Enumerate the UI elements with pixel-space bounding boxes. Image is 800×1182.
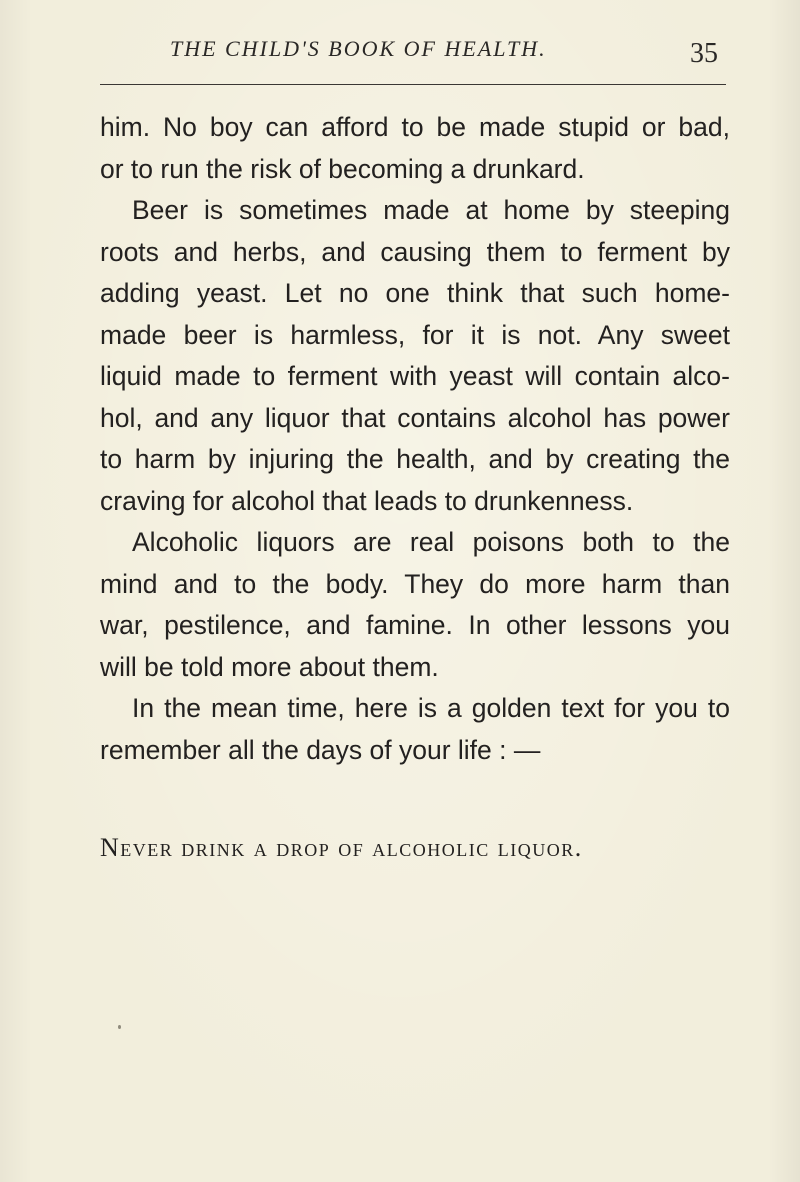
running-head xyxy=(0,36,800,76)
page-number: 35 xyxy=(690,38,718,69)
text-line: made beer is harmless, for it is not. Any sweet xyxy=(100,319,730,350)
body-text xyxy=(100,107,730,771)
running-title: THE CHILD'S BOOK OF HEALTH. xyxy=(170,36,547,61)
golden-text: Never drink a drop of alcoholic liquor. xyxy=(100,833,583,862)
text-line: Beer is sometimes made at home by steeping xyxy=(132,195,730,225)
header-rule xyxy=(100,84,726,85)
text-line: roots and herbs, and causing them to ferment by xyxy=(100,236,730,267)
paper-speck xyxy=(118,1025,121,1029)
text-line: will be told more about them. xyxy=(100,651,439,682)
text-line: liquid made to ferment with yeast will contain alco- xyxy=(100,361,730,391)
text-line: or to run the risk of becoming a drunkard. xyxy=(100,153,585,184)
text-line: In the mean time, here is a golden text for you to xyxy=(132,693,730,723)
text-line: war, pestilence, and famine. In other lessons you xyxy=(100,610,730,640)
text-line: Alcoholic liquors are real poisons both to the xyxy=(132,527,730,557)
text-line: craving for alcohol that leads to drunkenness. xyxy=(100,485,634,516)
text-line: adding yeast. Let no one think that such home- xyxy=(100,278,730,308)
text-line: mind and to the body. They do more harm than xyxy=(100,568,730,599)
text-line: him. No boy can afford to be made stupid or bad, xyxy=(100,112,730,142)
text-line: to harm by injuring the health, and by creating the xyxy=(100,444,730,474)
text-line: remember all the days of your life : — xyxy=(100,734,541,765)
text-line: hol, and any liquor that contains alcohol has power xyxy=(100,402,730,433)
